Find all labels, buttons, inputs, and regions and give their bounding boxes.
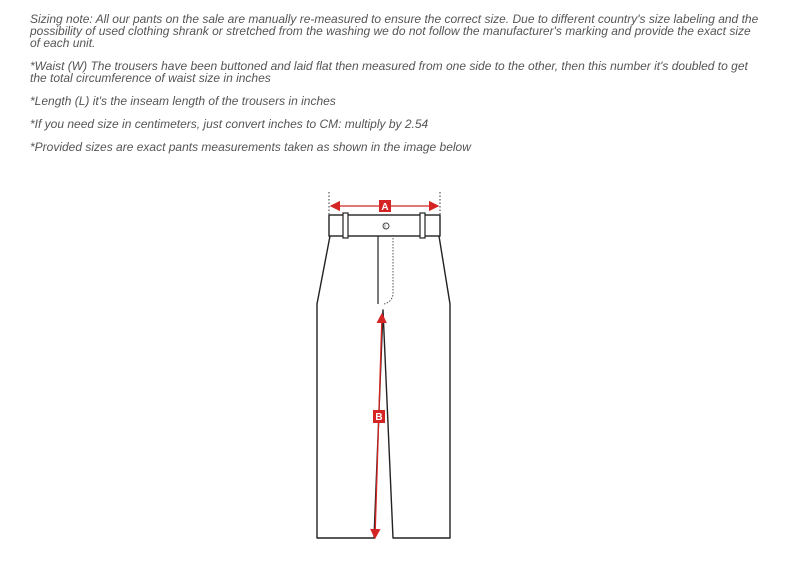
marker-a: A [381,202,389,213]
marker-b: B [375,412,383,423]
button [383,223,389,229]
waist-note: *Waist (W) The trousers have been buttoned and laid flat then measured from one side to the other, then this number it's doubled to get the total circumference of waist size in inches [30,59,748,85]
sizing-note-paragraph: Sizing note: All our pants on the sale are manually re-measured to ensure the correct size. Due to different country's size labeling and the possibility of used clothing shrank or stretched from the washing we do not follow the manufacturer's marking and provide the exact size of each unit. [30,12,759,50]
pants-measurement-diagram [300,186,480,556]
pants-outline [317,236,450,538]
belt-loop-right [420,213,425,238]
conversion-note: *If you need size in centimeters, just convert inches to CM: multiply by 2.54 [30,117,429,131]
measurement-note: *Provided sizes are exact pants measurements taken as shown in the image below [30,140,471,154]
length-note: *Length (L) it's the inseam length of the trousers in inches [30,94,336,108]
sizing-notes [30,13,760,164]
belt-loop-left [343,213,348,238]
